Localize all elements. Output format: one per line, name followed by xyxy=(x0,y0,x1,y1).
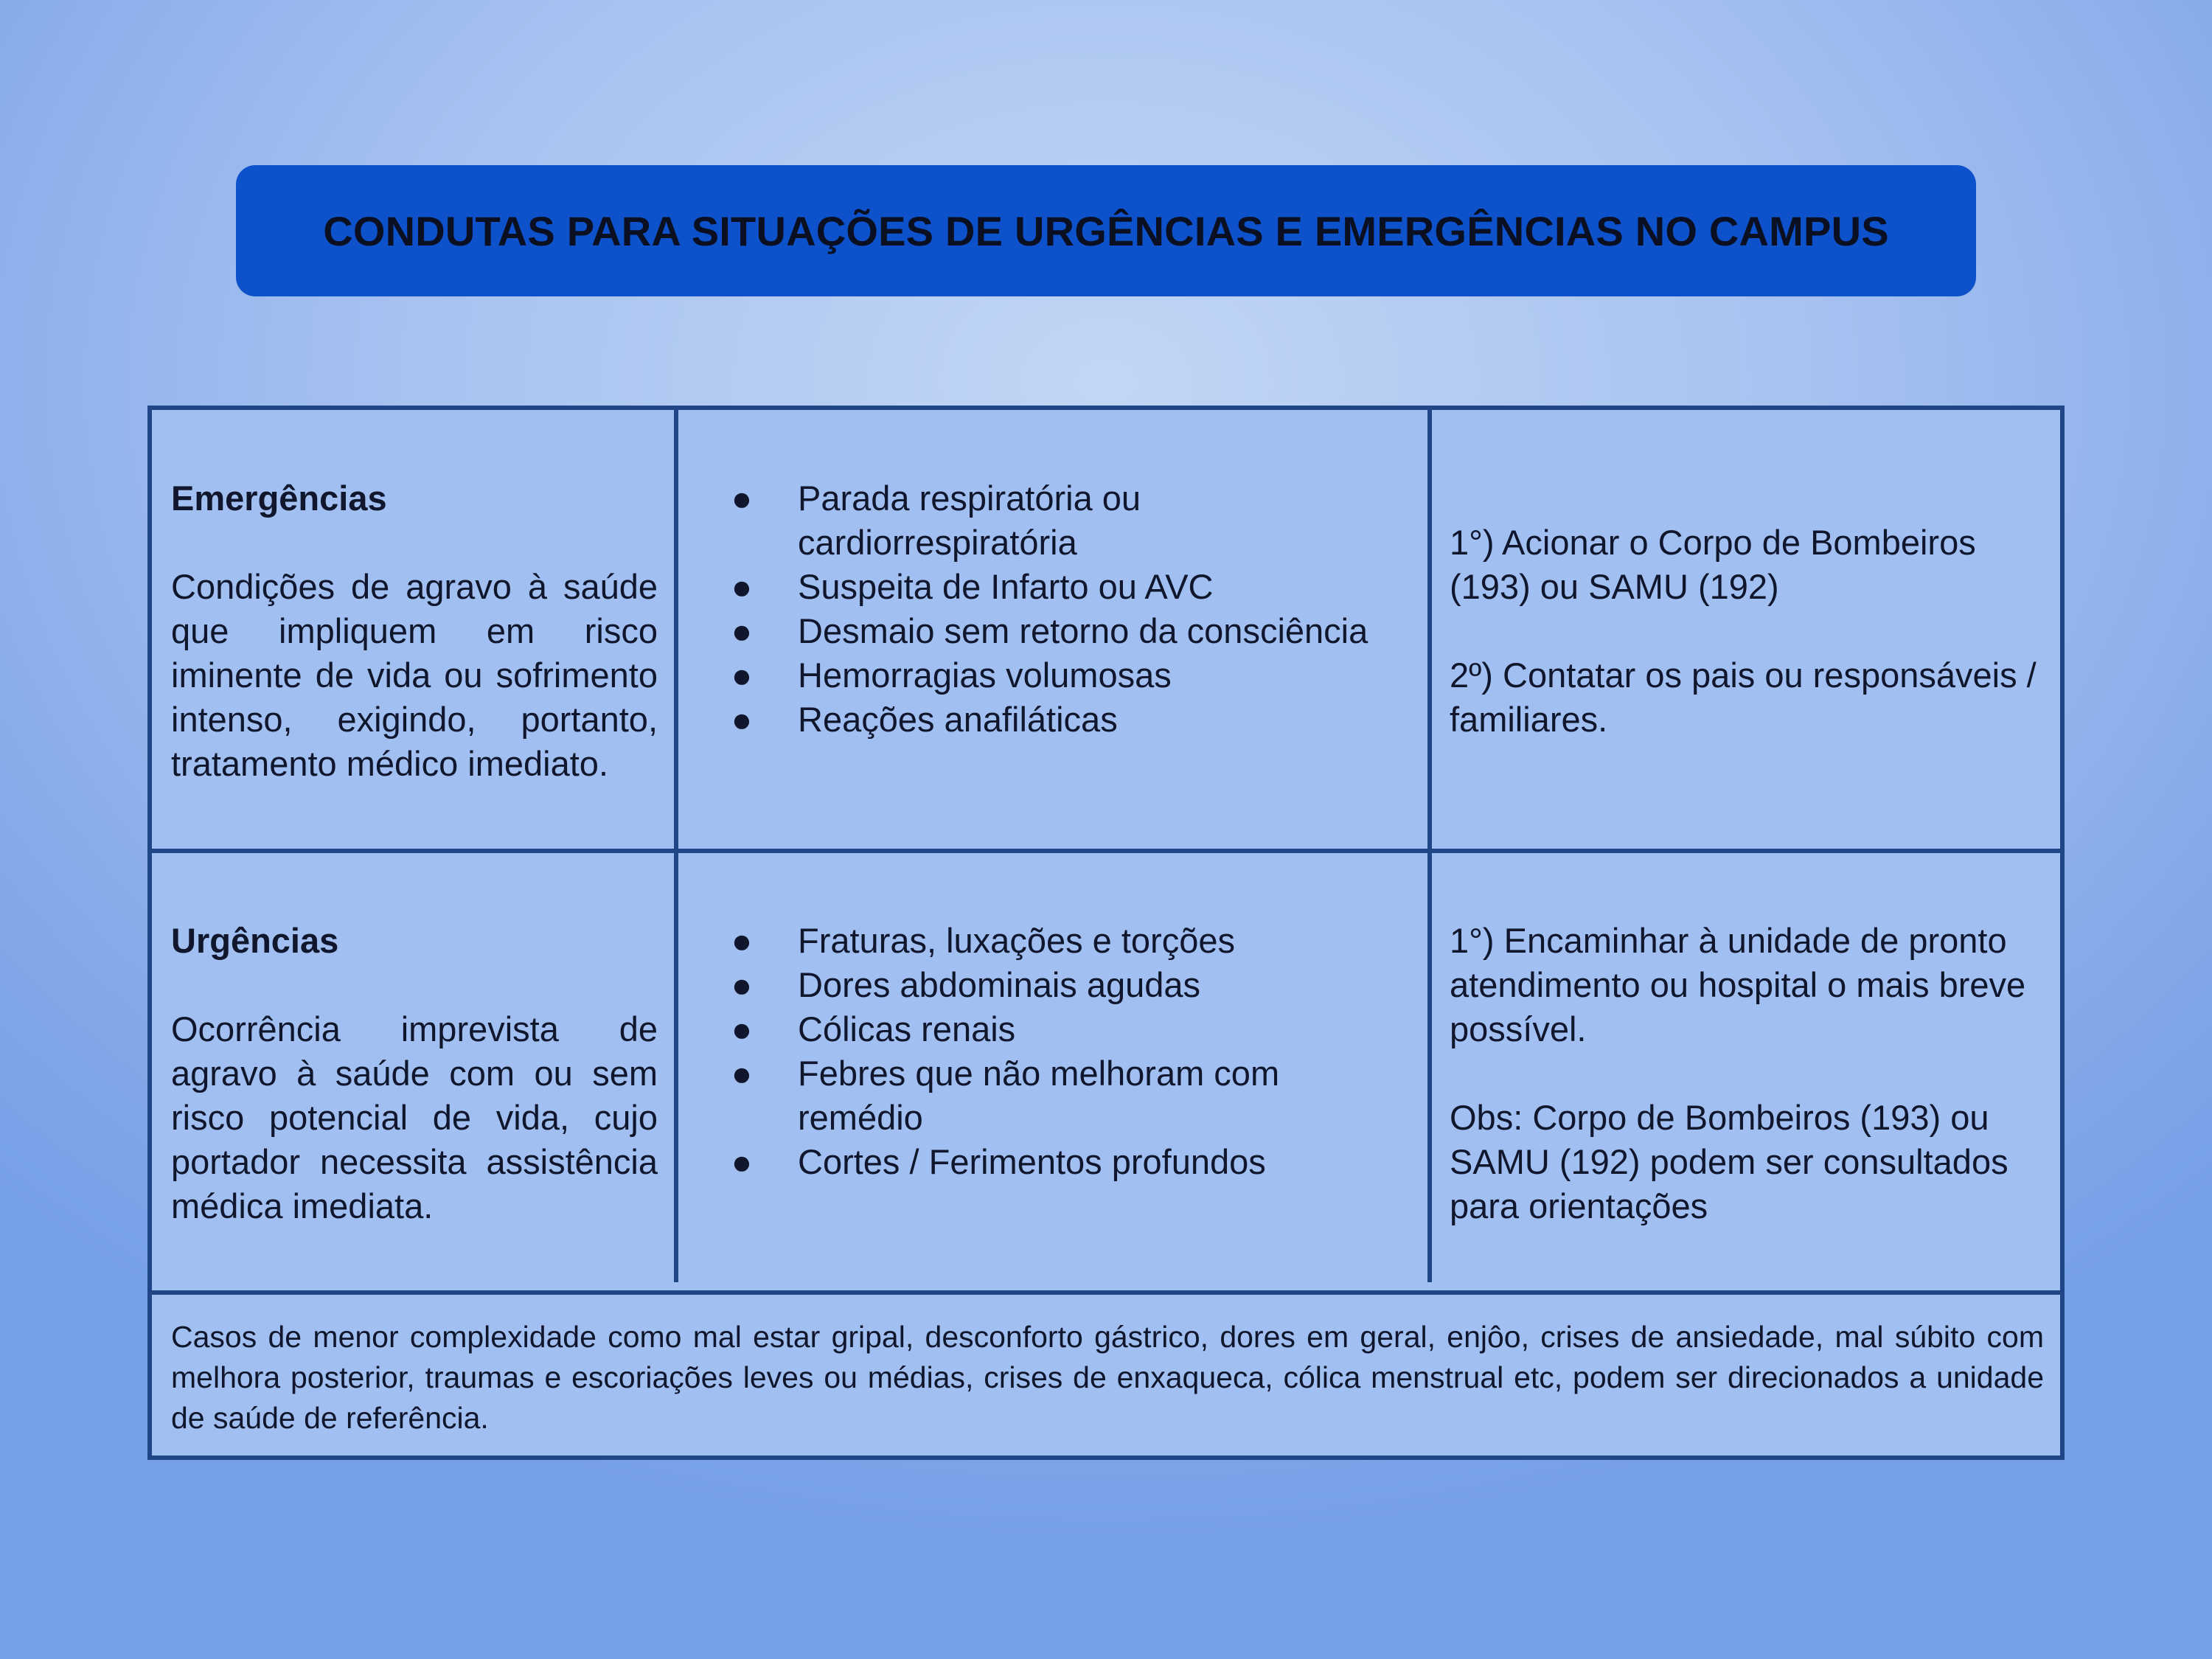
column-divider-2 xyxy=(1427,410,1432,1282)
footer-note: Casos de menor complexidade como mal estar gripal, desconforto gástrico, dores em geral, enjôo, crises de ansiedade, mal súbito com melhora posterior, traumas e escoriações leves ou médias, crises de enxaqueca, cólica menstrual etc, podem ser direcionados a unidade de saúde de referência. xyxy=(171,1320,2044,1435)
emergency-heading: Emergências xyxy=(171,479,387,518)
urgency-action-1: 1°) Encaminhar à unidade de pronto atendimento ou hospital o mais breve possível. xyxy=(1450,921,2026,1048)
urgency-description: Ocorrência imprevista de agravo à saúde com ou sem risco potencial de vida, cujo portador necessita assistência médica imediata. xyxy=(171,1009,658,1225)
urgency-examples-list xyxy=(727,919,1391,1184)
bullet-icon: ● xyxy=(731,655,753,695)
row-divider-2 xyxy=(152,1290,2060,1295)
emergency-action-2: 2º) Contatar os pais ou responsáveis / familiares. xyxy=(1450,655,2037,739)
conduct-table xyxy=(147,406,2065,1460)
bullet-icon: ● xyxy=(731,479,753,518)
emergency-action-1: 1°) Acionar o Corpo de Bombeiros (193) ou SAMU (192) xyxy=(1450,523,1976,606)
list-item: ● Reações anafiláticas xyxy=(727,698,1391,742)
urgency-examples-cell xyxy=(727,919,1391,1184)
emergency-examples-list xyxy=(727,476,1391,742)
bullet-icon: ● xyxy=(731,1009,753,1048)
urgency-heading: Urgências xyxy=(171,921,339,960)
urgency-definition-cell xyxy=(171,919,658,1228)
row-divider-1 xyxy=(152,849,2060,853)
list-item: ● Cortes / Ferimentos profundos xyxy=(727,1140,1391,1184)
bullet-icon: ● xyxy=(731,965,753,1004)
list-item: ● Fraturas, luxações e torções xyxy=(727,919,1391,963)
footer-note-cell xyxy=(171,1317,2044,1439)
emergency-actions-cell xyxy=(1450,521,2047,742)
list-item: ● Parada respiratória ou cardiorrespiratória xyxy=(727,476,1391,565)
bullet-icon: ● xyxy=(731,700,753,739)
bullet-icon: ● xyxy=(731,611,753,650)
page-title: CONDUTAS PARA SITUAÇÕES DE URGÊNCIAS E EMERGÊNCIAS NO CAMPUS xyxy=(323,207,1889,254)
bullet-icon: ● xyxy=(731,1054,753,1093)
title-banner xyxy=(236,165,1976,296)
emergency-definition-cell xyxy=(171,476,658,786)
list-item: ● Suspeita de Infarto ou AVC xyxy=(727,565,1391,609)
list-item: ● Hemorragias volumosas xyxy=(727,653,1391,698)
list-item: ● Cólicas renais xyxy=(727,1007,1391,1051)
column-divider-1 xyxy=(674,410,678,1282)
bullet-icon: ● xyxy=(731,567,753,606)
bullet-icon: ● xyxy=(731,1142,753,1181)
bullet-icon: ● xyxy=(731,921,753,960)
urgency-actions-cell xyxy=(1450,919,2047,1228)
list-item: ● Dores abdominais agudas xyxy=(727,963,1391,1007)
emergency-examples-cell xyxy=(727,476,1391,742)
urgency-action-2: Obs: Corpo de Bombeiros (193) ou SAMU (192) podem ser consultados para orientações xyxy=(1450,1098,2008,1225)
list-item: ● Febres que não melhoram com remédio xyxy=(727,1051,1391,1140)
list-item: ● Desmaio sem retorno da consciência xyxy=(727,609,1391,653)
emergency-description: Condições de agravo à saúde que impliquem em risco iminente de vida ou sofrimento intenso, exigindo, portanto, tratamento médico imediato. xyxy=(171,567,658,783)
